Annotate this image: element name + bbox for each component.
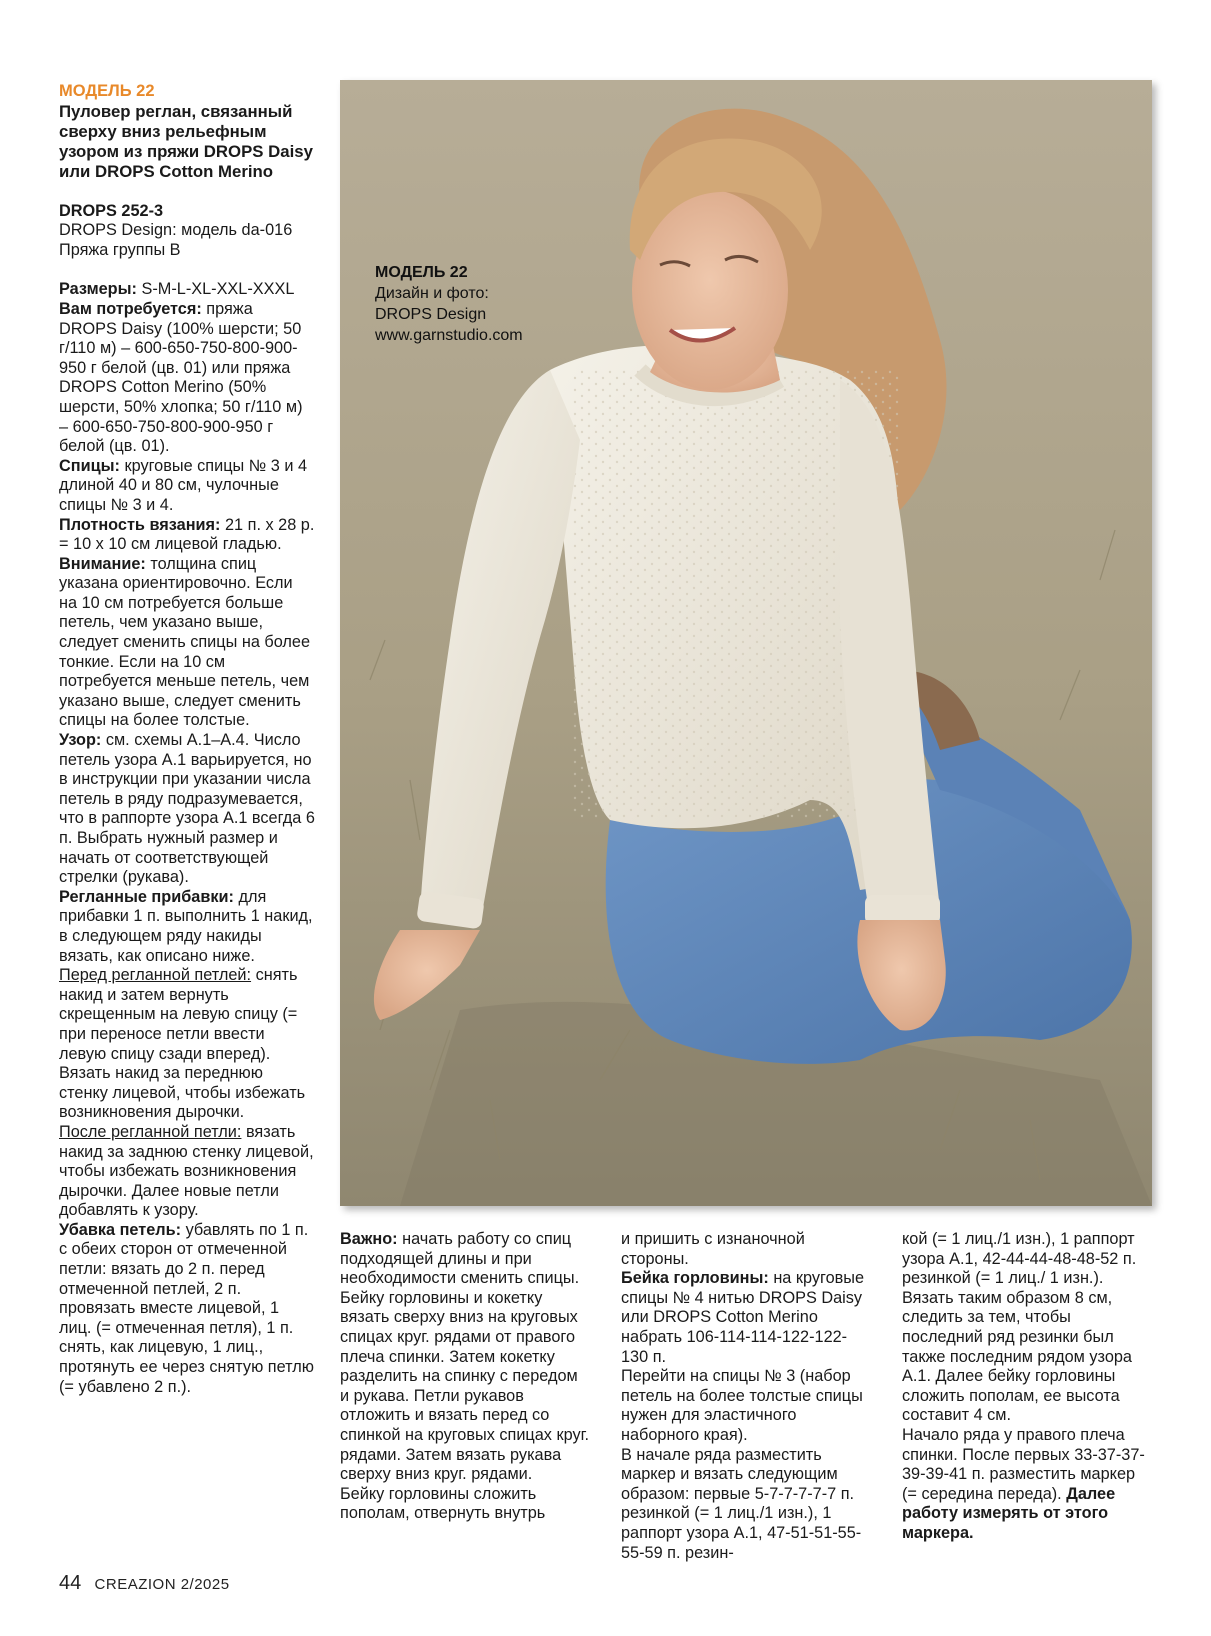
fold-para: Бейку горловины сложить пополам, отвернуть внутрь [340, 1484, 546, 1523]
raglan-inc-para: Регланные прибавки: для прибавки 1 п. выполнить 1 накид, в следующем ряду накиды вязать, как описано ниже. [59, 887, 313, 965]
important-para: Важно: начать работу со спиц подходящей длины и при необходимости сменить спицы. [340, 1230, 580, 1288]
bottom-column-3 [902, 1230, 1152, 1544]
magazine-issue: CREAZION 2/2025 [94, 1576, 230, 1593]
needle-change-para: Перейти на спицы № 3 (набор петель на более толстые спицы нужен для эластичного наборного края). [621, 1367, 863, 1444]
needles-para: Спицы: круговые спицы № 3 и 4 длиной 40 и 80 см, чулочные спицы № 3 и 4. [59, 456, 308, 514]
model-label: МОДЕЛЬ 22 [59, 82, 155, 100]
design-line: DROPS Design: модель da-016 [59, 221, 293, 240]
page-number: 44 [59, 1572, 82, 1594]
col3-continuation: кой (= 1 лиц./1 изн.), 1 раппорт узора А.1, 42-44-44-48-48-52 п. резинкой (= 1 лиц./ 1 изн.). [902, 1230, 1137, 1288]
col2-continuation: и пришить с изнаночной стороны. [621, 1230, 805, 1268]
gauge-para: Плотность вязания: 21 п. х 28 р. = 10 х 10 см лицевой гладью. [59, 515, 315, 554]
credit-model-label: МОДЕЛЬ 22 [375, 264, 468, 281]
materials-para: Вам потребуется: пряжа DROPS Daisy (100% шерсти; 50 г/110 м) – 600-650-750-800-900-950 г белой (цв. 01) или пряжа DROPS Cotton Merino (50% шерсти, 50% хлопка; 50 г/110 м) – 600-650-750-800-900-950 г белой (цв. 01). [59, 299, 303, 456]
article-title: Пуловер реглан, связанный сверху вниз рельефным узором из пряжи DROPS Daisy или DROPS Cotton Merino [59, 101, 313, 181]
attention-para: Внимание: толщина спиц указана ориентировочно. Если на 10 см потребуется больше петель, чем указано выше, следует сменить спицы на более тонкие. Если на 10 см потребуется меньше петель, чем указано выше, следует сменить спицы на более толстые. [59, 554, 311, 730]
before-raglan-para: Перед регланной петлей: снять накид и затем вернуть скрещенным на левую спицу (= при переносе петли ввести левую спицу сзади вперед). Вязать накид за переднюю стенку лицевой, чтобы избежать возникновения дырочки. [59, 966, 306, 1122]
page-footer [59, 1572, 230, 1595]
photo-credit [375, 262, 523, 346]
after-raglan-para: После регланной петли: вязать накид за заднюю стенку лицевой, чтобы избежать возникновения дырочки. Далее новые петли добавлять к узору. [59, 1122, 314, 1220]
photo-illustration [340, 80, 1152, 1206]
model-photo [340, 80, 1152, 1206]
yarn-group: Пряжа группы B [59, 240, 181, 259]
credit-line-3: www.garnstudio.com [375, 327, 523, 344]
decrease-para: Убавка петель: убавлять по 1 п. с обеих сторон от отмеченной петли: вязать до 2 п. перед отмеченной петлей, 2 п. провязать вместе лицевой, 1 лиц. (= отмеченная петля), 1 п. снять, как лицевую, 1 лиц., протянуть ее через снятую петлю (= убавлено 2 п.). [59, 1220, 314, 1396]
credit-line-2: DROPS Design [375, 306, 487, 323]
marker-para: В начале ряда разместить маркер и вязать следующим образом: первые 5-7-7-7-7-7 п. резинкой (= 1 лиц./1 изн.), 1 раппорт узора А.1, 47-51-51-55-55-59 п. резин- [621, 1445, 862, 1562]
left-column [59, 82, 315, 1397]
round-start-para: Начало ряда у правого плеча спинки. После первых 33-37-37-39-39-41 п. разместить маркер (= середина переда). Далее работу измерять от этого маркера. [902, 1425, 1145, 1542]
neckband-para: Бейка горловины: на круговые спицы № 4 нитью DROPS Daisy или DROPS Cotton Merino набрать 106-114-114-122-122-130 п. [621, 1269, 865, 1366]
bottom-column-2 [621, 1230, 871, 1563]
yoke-para: Бейку горловины и кокетку вязать сверху вниз на круговых спицах круг. рядами от правого плеча спинки. Затем кокетку разделить на спинку с передом и рукава. Петли рукавов отложить и вязать перед со спинкой на круговых спицах круг. рядами. Затем вязать рукава сверху вниз круг. рядами. [340, 1288, 590, 1484]
knit-8cm-para: Вязать таким образом 8 см, следить за тем, чтобы последний ряд резинки был также последним рядом узора А.1. Далее бейку горловины сложить пополам, ее высота составит 4 см. [902, 1288, 1132, 1425]
credit-line-1: Дизайн и фото: [375, 285, 489, 302]
pattern-code: DROPS 252-3 [59, 201, 164, 220]
pattern-para: Узор: см. схемы А.1–А.4. Число петель узора А.1 варьируется, но в инструкции при указании числа петель в ряду подразумевается, что в раппорте узора А.1 всегда 6 п. Выбрать нужный размер и начать от соответствующей стрелки (рукава). [59, 731, 315, 887]
bottom-column-1 [340, 1230, 590, 1524]
sizes-para: Размеры: S-M-L-XL-XXL-XXXL [59, 280, 295, 299]
